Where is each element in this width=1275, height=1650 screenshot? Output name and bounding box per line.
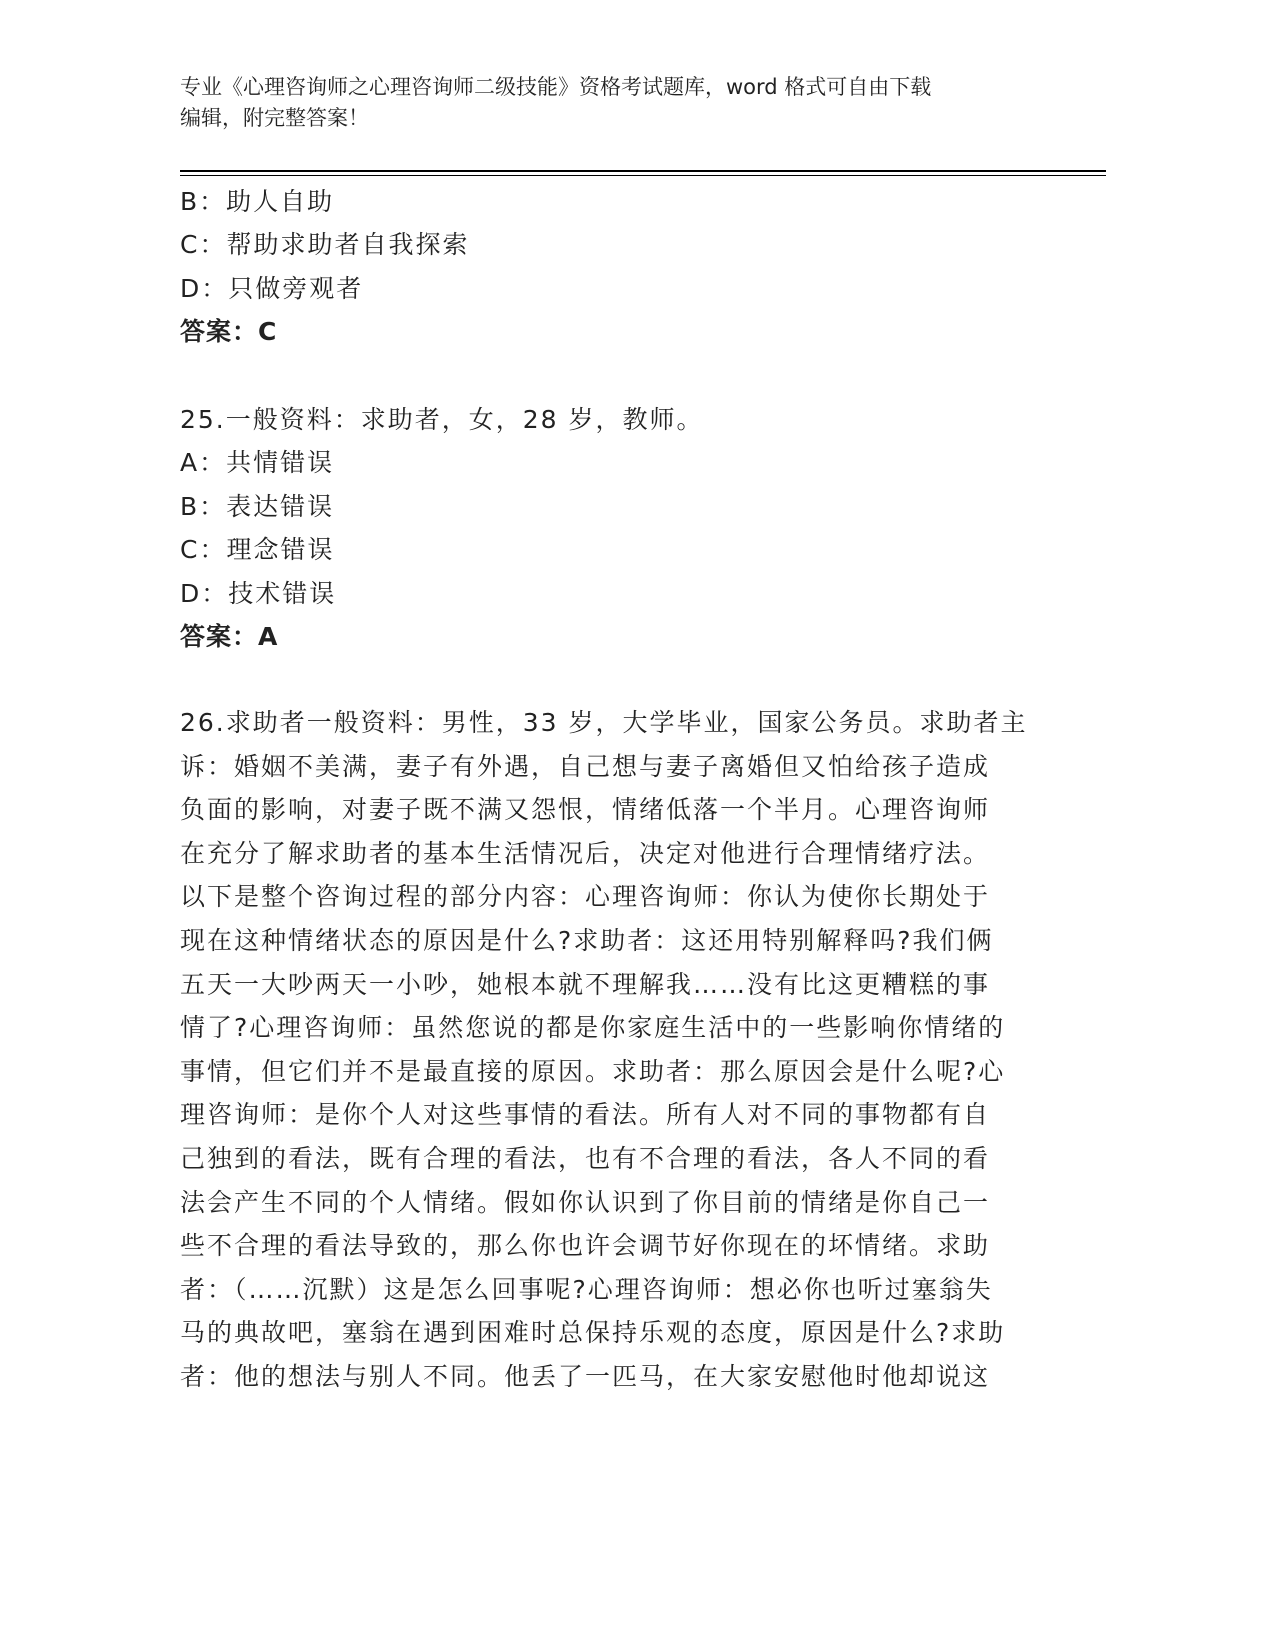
q26-line: 些不合理的看法导致的，那么你也许会调节好你现在的坏情绪。求助 [180,1231,991,1261]
q26-line: 事情，但它们并不是最直接的原因。求助者：那么原因会是什么呢?心 [180,1056,1006,1086]
q25-option-a: A：共情错误 [180,448,335,477]
q26-line: 诉：婚姻不美满，妻子有外遇，自己想与妻子离婚但又怕给孩子造成 [180,751,991,781]
q24-option-d: D：只做旁观者 [180,274,364,303]
q25-stem: 25.一般资料：求助者，女，28 岁，教师。 [180,405,704,434]
header-line-1: 专业《心理咨询师之心理咨询师二级技能》资格考试题库，word 格式可自由下载 [180,75,932,99]
q26-line: 者：他的想法与别人不同。他丢了一匹马，在大家安慰他时他却说这 [180,1362,991,1391]
q24-answer: 答案：C [180,317,278,346]
q26-line: 五天一大吵两天一小吵，她根本就不理解我……没有比这更糟糕的事 [180,969,991,999]
q26-line: 者：（……沉默）这是怎么回事呢?心理咨询师：想必你也听过塞翁失 [180,1274,993,1304]
q26-line: 理咨询师：是你个人对这些事情的看法。所有人对不同的事物都有自 [180,1100,991,1130]
q26-line: 法会产生不同的个人情绪。假如你认识到了你目前的情绪是你自己一 [180,1187,991,1217]
q25-option-d: D：技术错误 [180,579,337,608]
q26-line: 情了?心理咨询师：虽然您说的都是你家庭生活中的一些影响你情绪的 [180,1013,1006,1043]
header-divider [180,170,1106,172]
q26-line: 以下是整个咨询过程的部分内容：心理咨询师：你认为使你长期处于 [180,882,991,912]
header-line-2: 编辑，附完整答案！ [180,106,369,130]
q25-option-c: C：理念错误 [180,535,335,564]
q25-answer: 答案：A [180,622,279,651]
q26-line: 26.求助者一般资料：男性，33 岁，大学毕业，国家公务员。求助者主 [180,708,1028,737]
q24-option-c: C：帮助求助者自我探索 [180,230,470,259]
q26-line: 现在这种情绪状态的原因是什么?求助者：这还用特别解释吗?我们俩 [180,926,994,955]
q24-option-b: B：助人自助 [180,187,335,216]
q26-line: 在充分了解求助者的基本生活情况后，决定对他进行合理情绪疗法。 [180,838,991,868]
q26-line: 负面的影响，对妻子既不满又怨恨，情绪低落一个半月。心理咨询师 [180,795,991,825]
q26-line: 己独到的看法，既有合理的看法，也有不合理的看法，各人不同的看 [180,1144,991,1173]
header-divider-thin [180,175,1106,176]
q25-option-b: B：表达错误 [180,492,335,521]
q26-line: 马的典故吧，塞翁在遇到困难时总保持乐观的态度，原因是什么?求助 [180,1318,1006,1348]
